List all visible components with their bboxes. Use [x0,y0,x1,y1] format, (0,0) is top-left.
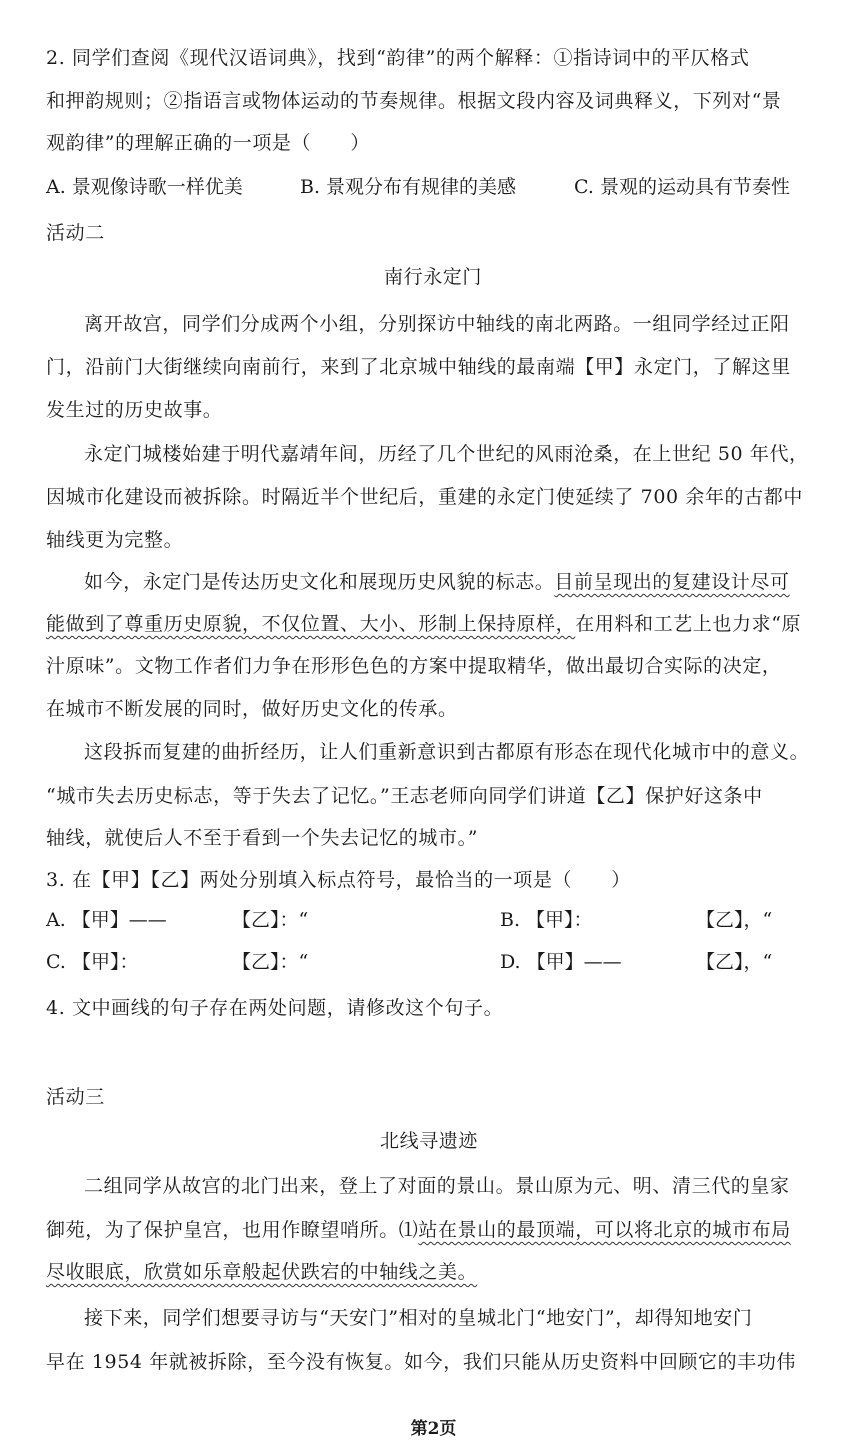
q3-option-a-jia: A. 【甲】—— [46,909,167,931]
activity3-para1-line1: 二组同学从故宫的北门出来，登上了对面的景山。景山原为元、明、清三代的皇家 [84,1175,790,1197]
activity2-heading: 活动二 [46,222,105,244]
underlined-sentence-part1: 目前呈现出的复建设计尽可 [554,571,790,593]
activity3-para1-line3 [46,1258,477,1286]
activity3-title: 北线寻遗迹 [380,1130,479,1152]
activity3-para2-line1: 接下来，同学们想要寻访与“天安门”相对的皇城北门“地安门”，却得知地安门 [84,1307,753,1329]
activity2-para3-line1 [84,568,790,596]
activity2-para3-line4: 在城市不断发展的同时，做好历史文化的传承。 [46,698,458,720]
q3-option-d-jia: D. 【甲】—— [500,951,622,973]
q2-line-3: 观韵律”的理解正确的一项是（ ） [46,132,370,154]
activity2-para2-line1: 永定门城楼始建于明代嘉靖年间，历经了几个世纪的风雨沧桑，在上世纪 50 年代， [84,443,809,465]
q2-option-c: C. 景观的运动具有节奏性 [574,176,790,198]
q3-stem: 3. 在【甲】【乙】两处分别填入标点符号，最恰当的一项是（ ） [46,869,631,891]
para3-line1-plain: 如今，永定门是传达历史文化和展现历史风貌的标志。 [84,571,555,593]
q3-option-c-jia: C. 【甲】： [46,951,139,973]
activity2-para4-line3: 轴线，就使后人不至于看到一个失去记忆的城市。” [46,827,479,849]
q2-option-b: B. 景观分布有规律的美感 [300,176,517,198]
para3-line2-plain: 在用料和工艺上也力求“原 [575,613,802,635]
activity3-heading: 活动三 [46,1086,105,1108]
q3-option-a-yi: 【乙】：“ [232,909,309,931]
q2-line-2: 和押韵规则；②指语言或物体运动的节奏规律。根据文段内容及词典释义，下列对“景 [46,90,782,112]
para1-line2-plain: 御苑，为了保护皇宫，也用作瞭望哨所。⑴ [46,1219,419,1241]
q2-option-a: A. 景观像诗歌一样优美 [46,176,243,198]
q3-option-c-yi: 【乙】：“ [232,951,309,973]
q3-option-b-yi: 【乙】，“ [696,909,773,931]
activity2-para1-line1: 离开故宫，同学们分成两个小组，分别探访中轴线的南北两路。一组同学经过正阳 [84,313,790,335]
page-number: 第2页 [410,1419,457,1439]
activity2-para1-line2: 门，沿前门大街继续向南前行，来到了北京城中轴线的最南端【甲】永定门，了解这里 [46,356,791,378]
activity2-para3-line2 [46,610,801,638]
activity2-title: 南行永定门 [384,266,483,288]
activity2-para2-line2: 因城市化建设而被拆除。时隔近半个世纪后，重建的永定门使延续了 700 余年的古都中 [46,486,803,508]
q4-text: 4. 文中画线的句子存在两处问题，请修改这个句子。 [46,997,504,1019]
q3-option-d-yi: 【乙】，“ [696,951,773,973]
activity3-para2-line2: 早在 1954 年就被拆除，至今没有恢复。如今，我们只能从历史资料中回顾它的丰功伟 [46,1351,797,1373]
activity2-para4-line1: 这段拆而复建的曲折经历，让人们重新意识到古都原有形态在现代化城市中的意义。 [84,741,810,763]
activity2-para1-line3: 发生过的历史故事。 [46,399,223,421]
underlined-sentence-part2: 能做到了尊重历史原貌，不仅位置、大小、形制上保持原样， [46,613,576,635]
activity2-para2-line3: 轴线更为完整。 [46,529,184,551]
underlined-sentence-1-part1: 站在景山的最顶端，可以将北京的城市布局 [418,1219,791,1241]
activity3-para1-line2 [46,1216,791,1244]
underlined-sentence-1-part2: 尽收眼底，欣赏如乐章般起伏跌宕的中轴线之美。 [46,1261,478,1283]
activity2-para4-line2: “城市失去历史标志，等于失去了记忆。”王志老师向同学们讲道【乙】保护好这条中 [46,785,763,807]
activity2-para3-line3: 汁原味”。文物工作者们力争在形形色色的方案中提取精华，做出最切合实际的决定， [46,655,782,677]
q3-option-b-jia: B. 【甲】： [500,909,593,931]
q2-line-1: 2. 同学们查阅《现代汉语词典》，找到“韵律”的两个解释：①指诗词中的平仄格式 [46,47,750,69]
